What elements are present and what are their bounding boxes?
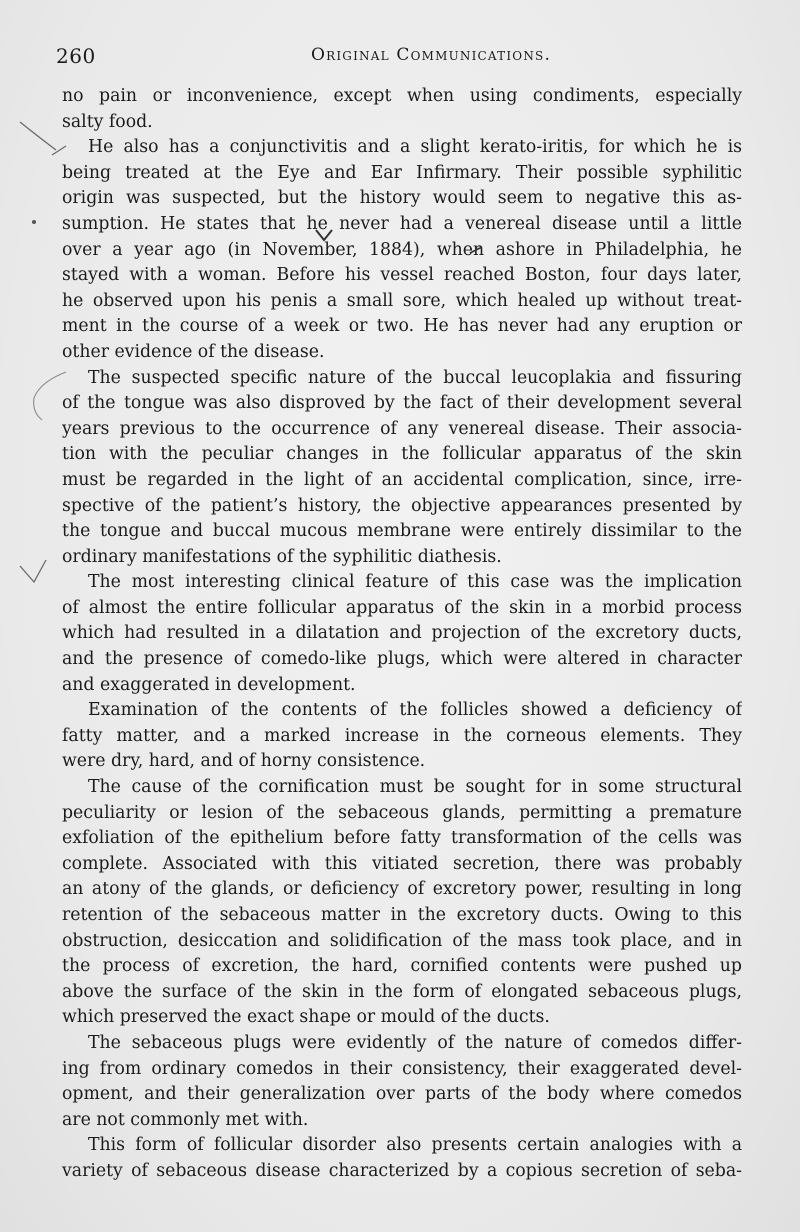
text-line: and the presence of comedo-like plugs, which were altered in character xyxy=(62,649,742,670)
text-line: being treated at the Eye and Ear Infirmary. Their possible syphilitic xyxy=(62,162,742,183)
text-line: ment in the course of a week or two. He has never had any eruption or xyxy=(62,316,742,337)
text-line: the tongue and buccal mucous membrane were entirely dissimilar to the xyxy=(62,521,742,542)
text-line: of almost the entire follicular apparatus of the skin in a morbid process xyxy=(62,597,742,618)
text-line: This form of follicular disorder also presents certain analogies with a xyxy=(88,1135,742,1156)
margin-pencil-mark xyxy=(20,560,46,582)
text-line: above the surface of the skin in the form of elongated sebaceous plugs, xyxy=(62,981,742,1002)
text-line: The suspected specific nature of the buccal leucoplakia and fissuring xyxy=(88,367,742,388)
text-line: years previous to the occurrence of any venereal disease. Their associa- xyxy=(62,418,742,439)
text-line: opment, and their generalization over parts of the body where comedos xyxy=(62,1084,742,1105)
text-line: ing from ordinary comedos in their consistency, their exaggerated devel- xyxy=(62,1058,742,1079)
text-line: obstruction, desiccation and solidification of the mass took place, and in xyxy=(62,930,742,951)
text-line: over a year ago (in November, 1884), when ashore in Philadelphia, he xyxy=(62,239,742,260)
text-line: which preserved the exact shape or mould of the ducts. xyxy=(62,1007,550,1028)
text-line: and exaggerated in development. xyxy=(62,674,356,695)
page-header xyxy=(56,44,736,72)
text-line: fatty matter, and a marked increase in the corneous elements. They xyxy=(62,725,742,746)
text-line: of the tongue was also disproved by the fact of their development several xyxy=(62,393,742,414)
text-line: exfoliation of the epithelium before fatty transformation of the cells was xyxy=(62,828,742,849)
text-line: salty food. xyxy=(62,111,153,132)
text-line: He also has a conjunctivitis and a slight kerato-iritis, for which he is xyxy=(88,137,742,158)
margin-pencil-mark xyxy=(20,122,56,150)
text-line: peculiarity or lesion of the sebaceous glands, permitting a premature xyxy=(62,802,742,823)
body-text xyxy=(62,84,742,1185)
text-line: stayed with a woman. Before his vessel reached Boston, four days later, xyxy=(62,265,742,286)
text-line: origin was suspected, but the history would seem to negative this as- xyxy=(62,188,742,209)
text-line: complete. Associated with this vitiated secretion, there was probably xyxy=(62,853,742,874)
text-line: no pain or inconvenience, except when using condiments, especially xyxy=(62,86,742,106)
text-line: sumption. He states that he never had a venereal disease until a little xyxy=(62,213,742,234)
text-line: the process of excretion, the hard, cornified contents were pushed up xyxy=(62,956,742,977)
text-line: variety of sebaceous disease characterized by a copious secretion of seba- xyxy=(62,1160,742,1181)
text-line: Examination of the contents of the follicles showed a deficiency of xyxy=(88,700,742,721)
text-line: which had resulted in a dilatation and projection of the excretory ducts, xyxy=(62,623,742,644)
text-line: other evidence of the disease. xyxy=(62,341,325,362)
text-line: an atony of the glands, or deficiency of excretory power, resulting in long xyxy=(62,879,742,900)
page-number: 260 xyxy=(56,44,96,68)
text-line: are not commonly met with. xyxy=(62,1109,309,1130)
running-head: Original Communications. xyxy=(311,45,552,65)
text-line: The cause of the cornification must be sought for in some structural xyxy=(88,777,742,798)
text-line: The most interesting clinical feature of this case was the implication xyxy=(88,572,742,593)
text-line: must be regarded in the light of an accidental complication, since, irre- xyxy=(62,469,742,490)
text-line: he observed upon his penis a small sore, which healed up without treat- xyxy=(62,290,742,311)
text-line: ordinary manifestations of the syphilitic diathesis. xyxy=(62,546,502,567)
text-line: tion with the peculiar changes in the follicular apparatus of the skin xyxy=(62,444,742,465)
text-line: The sebaceous plugs were evidently of the nature of comedos differ- xyxy=(88,1032,742,1053)
text-line: spective of the patient’s history, the objective appearances presented by xyxy=(62,495,742,516)
text-line: retention of the sebaceous matter in the excretory ducts. Owing to this xyxy=(62,905,742,925)
text-line: were dry, hard, and of horny consistence. xyxy=(62,751,426,772)
margin-dot xyxy=(32,220,36,224)
